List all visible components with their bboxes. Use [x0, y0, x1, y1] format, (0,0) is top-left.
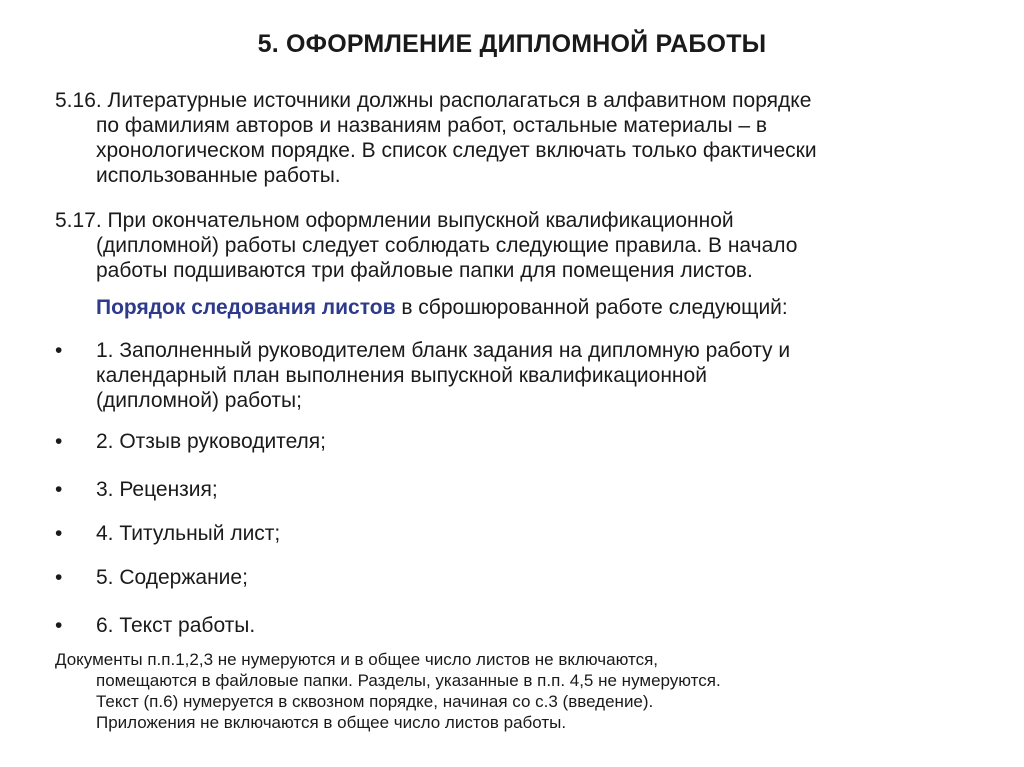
paragraph-line: использованные работы.: [96, 164, 341, 187]
list-item-line: календарный план выполнения выпускной квалификационной: [96, 364, 707, 387]
slide-title: 5. ОФОРМЛЕНИЕ ДИПЛОМНОЙ РАБОТЫ: [257, 30, 767, 58]
list-item-line: 1. Заполненный руководителем бланк задания на дипломную работу и: [96, 339, 791, 362]
paragraph-5-16: [55, 88, 817, 188]
bullet-icon: •: [55, 566, 63, 589]
note-line: Приложения не включаются в общее число листов работы.: [96, 713, 567, 732]
paragraph-line: 5.16. Литературные источники должны располагаться в алфавитном порядке: [55, 89, 812, 112]
list-item-line: 2. Отзыв руководителя;: [96, 430, 327, 453]
bullet-icon: •: [55, 522, 63, 545]
bullet-icon: •: [55, 430, 63, 453]
note-line: помещаются в файловые папки. Разделы, указанные в п.п. 4,5 не нумеруются.: [96, 671, 721, 690]
list-item-text: [96, 477, 218, 502]
bullet-icon: •: [55, 478, 63, 501]
documents-note: [55, 649, 721, 733]
list-item-text: [96, 613, 255, 638]
list-item-text: [96, 565, 248, 590]
bullet-icon: •: [55, 614, 63, 637]
sheet-order-rest: в сброшюрованной работе следующий:: [395, 296, 788, 319]
list-item-line: (дипломной) работы;: [96, 389, 302, 412]
list-item-line: 6. Текст работы.: [96, 614, 256, 637]
list-item-text: [96, 338, 790, 413]
list-item-text: [96, 521, 280, 546]
paragraph-5-17: [55, 208, 797, 283]
paragraph-line: хронологическом порядке. В список следует включать только фактически: [96, 139, 817, 162]
list-item-line: 4. Титульный лист;: [96, 522, 281, 545]
sheet-order-highlight: Порядок следования листов: [96, 296, 396, 319]
list-item-line: 5. Содержание;: [96, 566, 248, 589]
paragraph-line: 5.17. При окончательном оформлении выпускной квалификационной: [55, 209, 734, 232]
paragraph-line: (дипломной) работы следует соблюдать следующие правила. В начало: [96, 234, 798, 257]
paragraph-line: работы подшиваются три файловые папки для помещения листов.: [96, 259, 753, 282]
note-line: Текст (п.6) нумеруется в сквозном порядке, начиная со с.3 (введение).: [96, 692, 654, 711]
list-item-line: 3. Рецензия;: [96, 478, 218, 501]
bullet-icon: •: [55, 339, 63, 362]
list-item-text: [96, 429, 326, 454]
paragraph-line: по фамилиям авторов и названиям работ, остальные материалы – в: [96, 114, 768, 137]
sheet-order-heading: [96, 295, 788, 320]
note-line: Документы п.п.1,2,3 не нумеруются и в общее число листов не включаются,: [55, 650, 659, 669]
